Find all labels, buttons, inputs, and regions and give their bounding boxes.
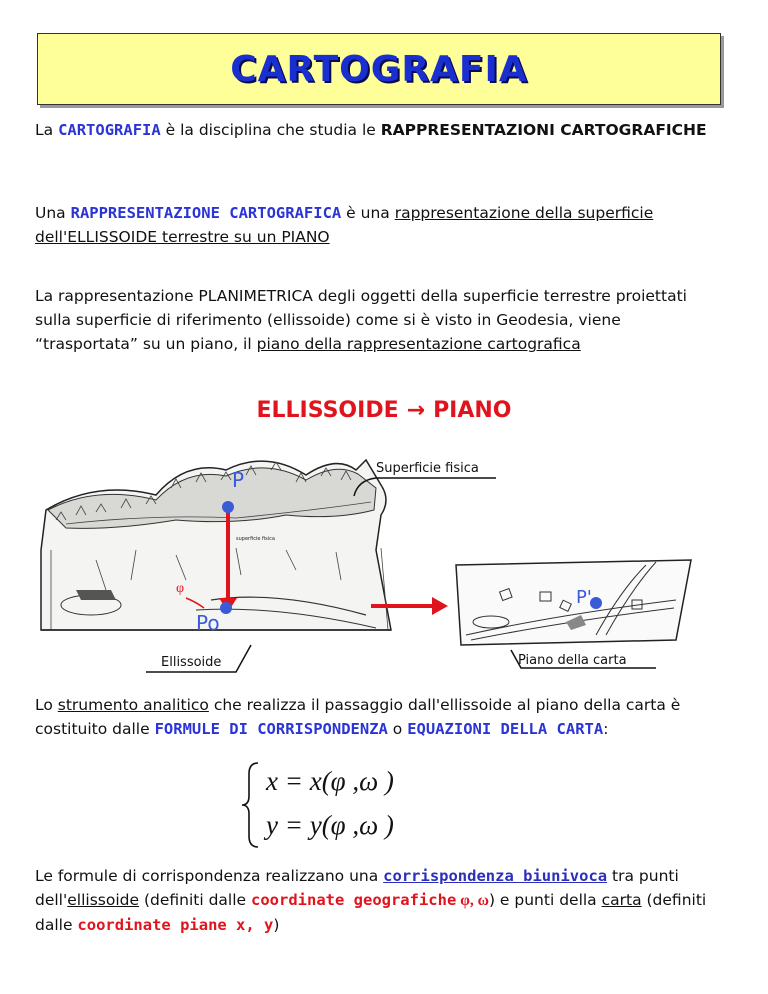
point-p <box>222 501 234 513</box>
paragraph-definition <box>35 118 725 142</box>
ellissoide-piano-heading <box>0 398 768 423</box>
label-small: superficie fisica <box>236 536 275 542</box>
p4-keyword-equazioni: EQUAZIONI DELLA CARTA <box>407 720 604 738</box>
p4-t5: o <box>387 720 408 738</box>
p5-ellissoide: ellissoide <box>67 891 140 909</box>
label-p: P <box>232 468 245 492</box>
p1-t1: La <box>35 121 59 139</box>
label-p-prime: P' <box>576 587 592 608</box>
p3-underlined: piano della rappresentazione cartografica <box>256 335 581 353</box>
p5-coordinate-geografiche: coordinate geografiche <box>251 891 457 909</box>
p5-t3: tra punti dell' <box>35 867 679 909</box>
label-superficie-fisica: Superficie fisica <box>376 461 479 476</box>
p2-t3: è una <box>341 204 395 222</box>
p2-t1: Una <box>35 204 71 222</box>
p5-t5: (definiti dalle <box>139 891 251 909</box>
p5-coordinate-piane: coordinate piane x, y <box>77 916 274 934</box>
p1-t3: è la disciplina che studia le <box>160 121 381 139</box>
p1-keyword-cartografia: CARTOGRAFIA <box>58 121 161 139</box>
projection-illustration <box>36 440 726 675</box>
p3-t1: La rappresentazione PLANIMETRICA degli oggetti della superficie terrestre proiettati sulla superficie di riferimento (ellissoide) come si è visto in Geodesia, viene “trasportata” su un piano, il <box>35 287 687 353</box>
correspondence-formula <box>240 760 420 850</box>
label-phi: φ <box>176 581 185 596</box>
landscape-drawing <box>41 460 391 630</box>
formula-line-y: y = y(φ ,ω ) <box>266 810 394 840</box>
p5-t8: ) e punti della <box>488 891 602 909</box>
paragraph-planimetrica <box>35 284 725 356</box>
page-title: CARTOGRAFIA <box>230 48 528 90</box>
paragraph-biunivoca <box>35 864 725 937</box>
p2-keyword: RAPPRESENTAZIONE CARTOGRAFICA <box>70 204 342 222</box>
paragraph-rappresentazione <box>35 201 725 249</box>
p4-underlined: strumento analitico <box>57 696 209 714</box>
formula-brace <box>240 760 262 850</box>
point-po <box>220 602 232 614</box>
p5-t10: (definiti dalle <box>35 891 707 934</box>
p5-phi-omega: φ, ω <box>456 892 489 909</box>
heading-left: ELLISSOIDE <box>256 398 399 423</box>
p4-t3: che realizza il passaggio dall'ellissoide al piano della carta è costituito dalle <box>35 696 681 738</box>
transfer-arrowhead <box>432 597 448 615</box>
p4-keyword-formule: FORMULE DI CORRISPONDENZA <box>154 720 388 738</box>
p5-t12: ) <box>273 916 280 934</box>
label-ellissoide: Ellissoide <box>161 655 222 670</box>
p4-t7: : <box>603 720 609 738</box>
p2-underlined: rappresentazione della superficie dell'ELLISSOIDE terrestre su un PIANO <box>35 204 654 246</box>
formula-line-x: x = x(φ ,ω ) <box>266 766 394 796</box>
p4-t1: Lo <box>35 696 58 714</box>
p1-keyword-rappresentazioni: RAPPRESENTAZIONI CARTOGRAFICHE <box>380 121 707 139</box>
map-plane <box>456 560 691 645</box>
p5-t1: Le formule di corrispondenza realizzano una <box>35 867 384 885</box>
p5-keyword-biunivoca: corrispondenza biunivoca <box>383 867 608 885</box>
label-po: Po <box>196 611 220 635</box>
paragraph-strumento <box>35 693 725 741</box>
label-piano-carta: Piano della carta <box>518 653 627 668</box>
heading-right: PIANO <box>433 398 512 423</box>
p5-carta: carta <box>601 891 642 909</box>
heading-arrow: → <box>406 398 426 423</box>
title-box <box>37 33 721 105</box>
